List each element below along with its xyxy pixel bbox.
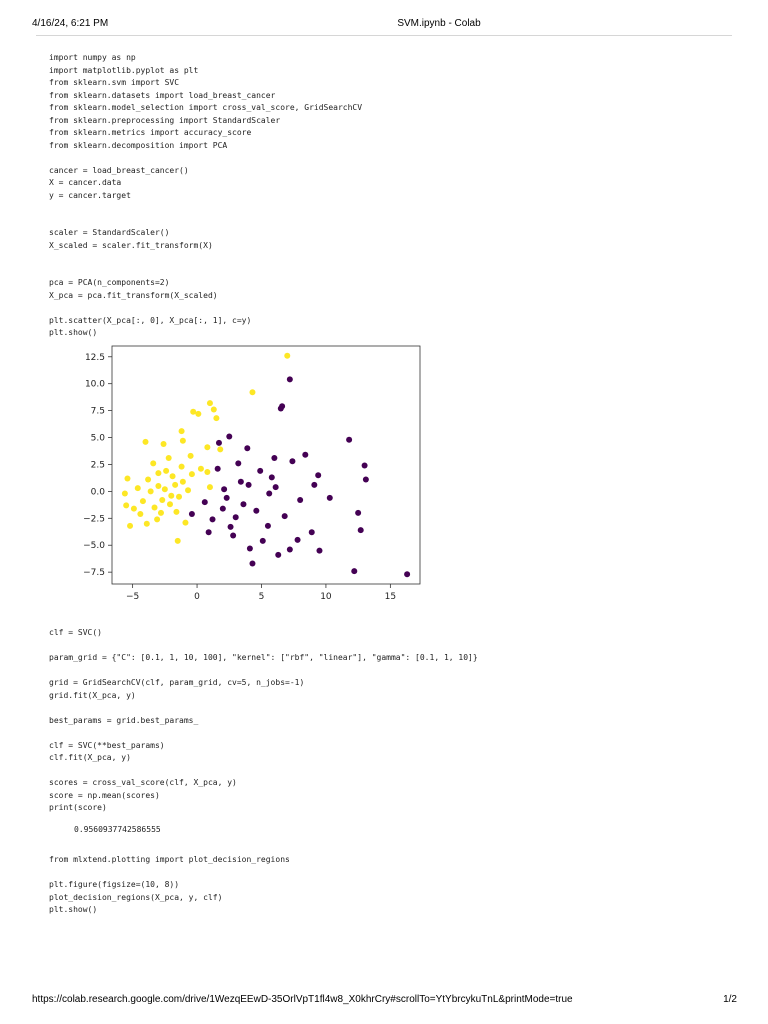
data-point-series-1 [362,463,368,469]
data-point-series-0 [122,491,128,497]
data-point-series-0 [198,466,204,472]
x-tick-label: −5 [125,592,140,602]
data-point-series-1 [287,376,293,382]
data-point-series-1 [228,524,234,530]
data-point-series-1 [246,482,252,488]
data-point-series-1 [309,529,315,535]
data-point-series-0 [161,441,167,447]
data-point-series-1 [230,533,236,539]
data-point-series-0 [158,510,164,516]
data-point-series-0 [204,444,210,450]
y-tick-label: 2.5 [90,460,105,471]
x-tick-label: 15 [384,592,397,602]
data-point-series-0 [175,538,181,544]
data-point-series-0 [176,494,182,500]
plot-frame [112,346,420,584]
data-point-series-1 [220,506,226,512]
data-point-series-1 [226,433,232,439]
data-point-series-0 [135,485,141,491]
header-divider [36,35,732,36]
y-tick-label: −7.5 [83,568,105,579]
data-point-series-0 [140,498,146,504]
y-tick-label: −2.5 [83,514,105,525]
data-point-series-0 [207,484,213,490]
data-point-series-1 [238,479,244,485]
data-point-series-0 [123,502,129,508]
data-point-series-0 [185,487,191,493]
data-point-series-1 [297,497,303,503]
data-point-series-0 [179,428,185,434]
data-point-series-1 [247,545,253,551]
data-point-series-0 [204,469,210,475]
data-point-series-1 [346,437,352,443]
data-point-series-0 [188,453,194,459]
data-point-series-1 [202,499,208,505]
data-point-series-0 [131,506,137,512]
data-point-series-0 [159,497,165,503]
code-cell-decision-regions[interactable]: from mlxtend.plotting import plot_decision_regions plt.figure(figsize=(10, 8)) plot_decision_regions(X_pca, y, clf) plt.show() [49,855,290,914]
y-tick-label: 12.5 [84,352,105,363]
data-point-series-1 [206,529,212,535]
data-point-series-1 [311,482,317,488]
data-point-series-1 [355,510,361,516]
data-point-series-0 [154,516,160,522]
data-point-series-1 [327,495,333,501]
data-point-series-1 [249,561,255,567]
data-point-series-0 [172,482,178,488]
data-point-series-0 [155,470,161,476]
data-point-series-0 [168,493,174,499]
data-point-series-0 [211,407,217,413]
data-point-series-1 [216,440,222,446]
data-point-series-1 [189,511,195,517]
data-point-series-1 [260,538,266,544]
data-point-series-1 [315,472,321,478]
data-point-series-0 [148,488,154,494]
data-point-series-0 [124,475,130,481]
data-point-series-0 [189,471,195,477]
data-point-series-1 [269,474,275,480]
data-point-series-0 [249,389,255,395]
data-point-series-1 [316,548,322,554]
data-point-series-1 [278,405,284,411]
data-point-series-1 [282,513,288,519]
data-point-series-0 [166,455,172,461]
data-point-series-1 [215,466,221,472]
y-tick-label: 10.0 [84,379,105,390]
data-point-series-0 [155,483,161,489]
data-point-series-0 [179,464,185,470]
data-point-series-0 [182,520,188,526]
data-point-series-1 [295,537,301,543]
scatter-chart [70,338,430,613]
y-tick-label: 7.5 [90,406,105,417]
print-timestamp: 4/16/24, 6:21 PM [32,18,109,29]
code-cell-imports[interactable]: import numpy as np import matplotlib.pyplot as plt from sklearn.svm import SVC from sklearn.datasets import load_breast_cancer from sklearn.model_selection import cross_val_score, GridSearchCV from sklearn.preprocessing import StandardScaler from sklearn.metrics import accuracy_score from sklearn.decomposition import PCA cancer = load_breast_cancer() X = cancer.data y = cancer.target scaler = StandardScaler() X_scaled = scaler.fit_transform(X) pca = PCA(n_components=2) X_pca = pca.fit_transform(X_scaled) plt.scatter(X_pca[:, 0], X_pca[:, 1], c=y) plt.show() [49,53,363,337]
data-point-series-1 [404,571,410,577]
data-point-series-0 [137,511,143,517]
data-point-series-1 [244,445,250,451]
data-point-series-0 [167,501,173,507]
data-point-series-1 [233,514,239,520]
data-point-series-0 [162,486,168,492]
data-point-series-0 [170,473,176,479]
y-tick-label: 0.0 [90,487,105,498]
data-point-series-0 [190,409,196,415]
data-point-series-1 [287,547,293,553]
data-point-series-1 [289,458,295,464]
data-point-series-1 [221,486,227,492]
data-point-series-1 [273,484,279,490]
data-point-series-0 [173,509,179,515]
data-point-series-1 [253,508,259,514]
data-point-series-0 [217,446,223,452]
code-cell-svm[interactable]: clf = SVC() param_grid = {"C": [0.1, 1, 10, 100], "kernel": ["rbf", "linear"], "gamma": [0.1, 1, 10]} grid = GridSearchCV(clf, param_grid, cv=5, n_jobs=-1) grid.fit(X_pca, y) best_params = grid.best_params_ clf = SVC(**best_params) clf.fit(X_pca, y) scores = cross_val_score(clf, X_pca, y) score = np.mean(scores) print(score) [49,628,478,812]
data-point-series-0 [143,439,149,445]
data-point-series-1 [266,491,272,497]
data-point-series-0 [163,468,169,474]
page-url: https://colab.research.google.com/drive/1WezqEEwD-35OrlVpT1fl4w8_X0khrCry#scrollTo=YtYbrcykuTnL&printMode=true [32,994,573,1005]
data-point-series-0 [284,353,290,359]
data-point-series-1 [302,452,308,458]
data-point-series-0 [127,523,133,529]
scatter-plot-svg [70,338,430,608]
data-point-series-1 [351,568,357,574]
y-tick-label: −5.0 [83,541,105,552]
data-point-series-1 [271,455,277,461]
data-point-series-1 [363,477,369,483]
data-point-series-0 [207,400,213,406]
data-point-series-0 [150,460,156,466]
data-point-series-1 [240,501,246,507]
data-point-series-0 [145,477,151,483]
data-point-series-1 [210,516,216,522]
page-number: 1/2 [723,994,737,1005]
data-point-series-1 [257,468,263,474]
data-point-series-0 [213,415,219,421]
data-point-series-1 [275,552,281,558]
y-tick-label: 5.0 [90,433,105,444]
data-point-series-1 [265,523,271,529]
data-point-series-0 [195,411,201,417]
x-tick-label: 0 [194,592,200,602]
data-point-series-0 [180,438,186,444]
data-point-series-1 [235,460,241,466]
data-point-series-0 [152,505,158,511]
x-tick-label: 5 [258,592,265,602]
data-point-series-0 [180,479,186,485]
x-tick-label: 10 [320,592,332,602]
data-point-series-1 [224,495,230,501]
data-point-series-1 [358,527,364,533]
data-point-series-0 [144,521,150,527]
page-title: SVM.ipynb - Colab [397,18,481,29]
cell-output-score: 0.9560937742586555 [74,825,161,834]
